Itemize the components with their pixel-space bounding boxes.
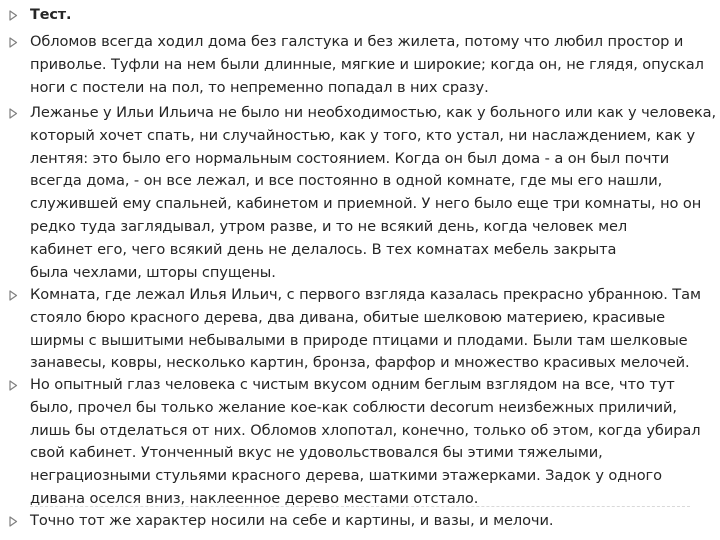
triangle-right-icon <box>9 10 18 21</box>
text-line: редко туда заглядывал, утром разве, и то не всякий день, когда человек мел <box>30 217 628 235</box>
text-line: свой кабинет. Утонченный вкус не удовольствовался бы этими тяжелыми, <box>30 444 603 462</box>
triangle-right-icon <box>9 108 18 119</box>
list-item-text <box>30 374 714 511</box>
text-line: Лежанье у Ильи Ильича не было ни необходимостью, как у больного или как у человека, <box>30 104 717 121</box>
text-line: стояло бюро красного дерева, два дивана, обитые шелковою материею, красивые <box>30 308 666 326</box>
text-line: ноги с постели на пол, то непременно попадал в них сразу. <box>30 78 489 96</box>
text-line: лентяя: это было его нормальным состоянием. Когда он был дома - а он был почти <box>30 149 670 167</box>
triangle-right-icon <box>9 290 18 301</box>
text-line: лишь бы отделаться от них. Обломов хлопотал, конечно, только об этом, когда убирал <box>30 421 701 439</box>
text-line: приволье. Туфли на нем были длинные, мягкие и широкие; когда он, не глядя, опускал <box>30 55 704 73</box>
text-line: была чехлами, шторы спущены. <box>30 263 276 281</box>
text-line: Тест. <box>30 7 72 23</box>
text-line: всегда дома, - он все лежал, и все постоянно в одной комнате, где мы его нашли, <box>30 172 663 190</box>
text-line: Точно тот же характер носили на себе и картины, и вазы, и мелочи. <box>30 512 554 529</box>
text-line: дивана оселся вниз, наклеенное дерево местами отстало. <box>30 489 479 507</box>
text-line: неграциозными стульями красного дерева, шаткими этажерками. Задок у одного <box>30 467 662 485</box>
text-line: было, прочел бы только желание кое-как соблюсти decorum неизбежных приличий, <box>30 398 677 416</box>
list-item-text <box>30 510 714 533</box>
text-line: Обломов всегда ходил дома без галстука и без жилета, потому что любил простор и <box>30 33 684 50</box>
text-line: кабинет его, чего всякий день не делалось. В тех комнатах мебель закрыта <box>30 240 617 258</box>
text-line: ширмы с вышитыми небывалыми в природе птицами и плодами. Были там шелковые <box>30 331 688 349</box>
list-item-text <box>30 284 714 375</box>
divider <box>30 506 690 507</box>
list-item-text <box>30 102 717 284</box>
text-line: Но опытный глаз человека с чистым вкусом одним беглым взглядом на все, что тут <box>30 376 675 393</box>
text-line: Комната, где лежал Илья Ильич, с первого взгляда казалась прекрасно убранною. Там <box>30 286 701 303</box>
triangle-right-icon <box>9 516 18 527</box>
text-line: который хочет спать, ни случайностью, как у того, кто устал, ни наслаждением, как у <box>30 126 696 144</box>
triangle-right-icon <box>9 380 18 391</box>
list-item-text <box>30 4 714 27</box>
text-line: служившей ему спальней, кабинетом и приемной. У него было еще три комнаты, но он <box>30 195 702 213</box>
triangle-right-icon <box>9 37 18 48</box>
text-line: занавесы, ковры, несколько картин, бронза, фарфор и множество красивых мелочей. <box>30 354 690 372</box>
list-item-text <box>30 31 714 99</box>
